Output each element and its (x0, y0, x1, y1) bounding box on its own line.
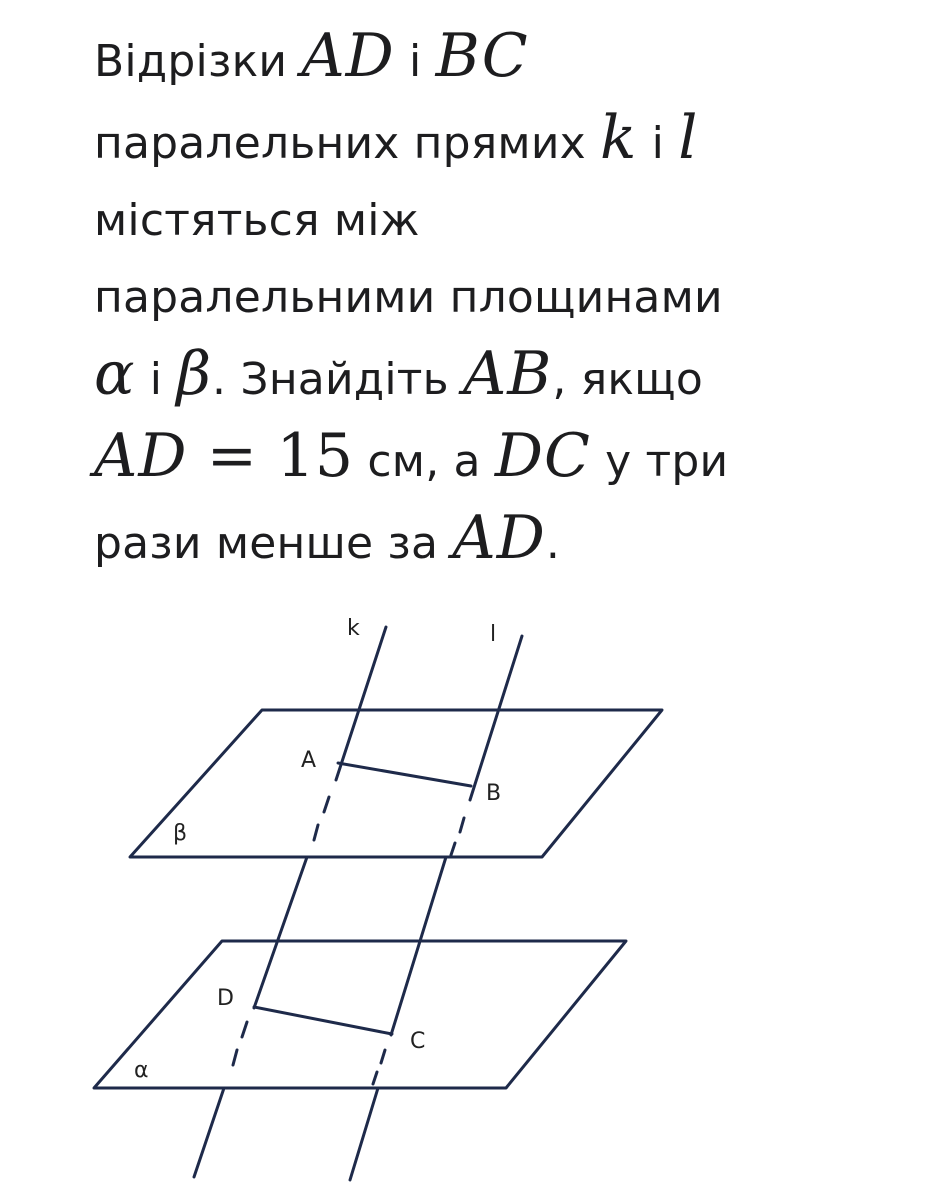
label-k: k (347, 616, 360, 641)
label-alpha: α (134, 1058, 149, 1083)
text: . Знайдіть (212, 354, 463, 405)
text: см, а (353, 436, 495, 487)
math-segment-ad: AD (452, 503, 546, 573)
plane-beta (130, 710, 662, 857)
math-equals: = (187, 421, 277, 491)
text: паралельними площинами (94, 272, 723, 323)
math-segment-ad: AD (94, 421, 188, 491)
text: рази менше за (94, 518, 453, 569)
plane-alpha (94, 941, 626, 1088)
segment-dc (254, 1007, 392, 1034)
text: , якщо (552, 354, 703, 405)
label-beta: β (173, 821, 188, 846)
math-line-l: l (678, 103, 699, 173)
text: Відрізки (94, 36, 302, 87)
math-segment-ab: AB (462, 339, 553, 409)
math-segment-ad: AD (301, 21, 395, 91)
text: у три (590, 436, 729, 487)
math-line-k: k (600, 103, 638, 173)
line-l (350, 636, 522, 1180)
label-d: D (217, 986, 234, 1011)
math-number: 15 (276, 421, 354, 491)
text: і (135, 354, 177, 405)
label-c: C (410, 1029, 426, 1054)
math-plane-beta: β (176, 339, 213, 409)
text: паралельних прямих (94, 118, 601, 169)
segment-ab (338, 763, 471, 786)
math-plane-alpha: α (94, 339, 136, 409)
math-segment-bc: BC (435, 21, 529, 91)
label-b: B (486, 781, 502, 806)
text: . (545, 518, 560, 569)
label-a: A (301, 748, 317, 773)
text: містяться між (94, 195, 420, 246)
label-l: l (490, 622, 497, 647)
text: і (637, 118, 679, 169)
math-segment-dc: DC (494, 421, 591, 491)
text: і (394, 36, 436, 87)
